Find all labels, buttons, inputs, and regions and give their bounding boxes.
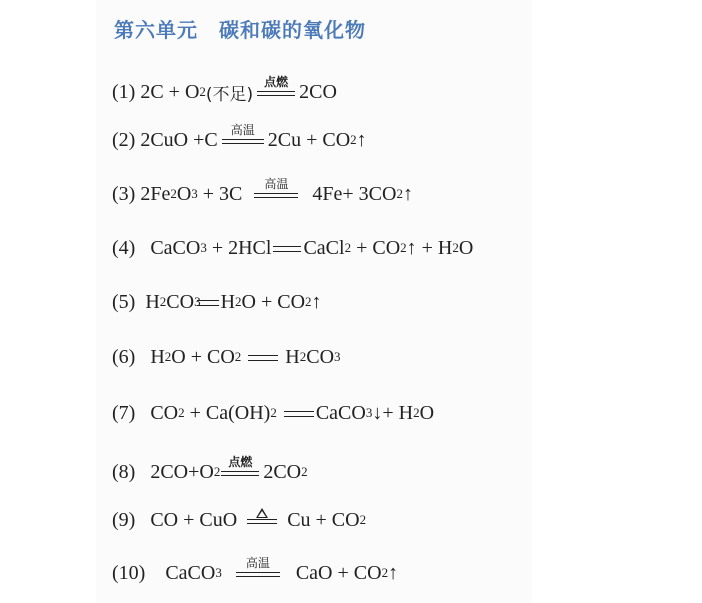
equation-number: (6) [112, 345, 136, 368]
equation-9: (9) CO + CuO Cu + CO 2 [112, 505, 366, 535]
heat-triangle-icon [256, 508, 268, 518]
equation-number: (1) [112, 80, 136, 103]
equation-6: (6) H 2 O + CO 2 H 2 CO 3 [112, 345, 341, 368]
equation-3: (3) 2Fe 2 O 3 + 3C 高温 4Fe+ 3CO 2 ↑ [112, 177, 413, 205]
equation-number: (10) [112, 561, 146, 584]
equation-2: (2) 2CuO +C 高温 2Cu + CO 2 ↑ [112, 123, 367, 151]
equation-number: (2) [112, 128, 136, 151]
equation-4: (4) CaCO 3 + 2HCl CaCl 2 + CO 2 ↑ + H 2 O [112, 236, 474, 259]
reaction-condition: 高温 [254, 178, 298, 198]
reaction-condition: 高温 [236, 557, 280, 577]
reaction-condition: 点燃 [257, 76, 295, 96]
equation-number: (5) [112, 290, 136, 313]
equation-10: (10) CaCO 3 高温 CaO + CO 2 ↑ [112, 556, 399, 584]
equation-number: (8) [112, 460, 136, 483]
reaction-condition: 点燃 [221, 456, 259, 476]
equation-7: (7) CO 2 + Ca(OH) 2 CaCO 3 ↓+ H 2 O [112, 401, 435, 424]
equation-5: (5) H 2 CO 3 H 2 O + CO 2 ↑ [112, 290, 322, 313]
equation-1: (1) 2C + O 2 (不足) 点燃 2CO [112, 75, 337, 105]
heat-condition [247, 504, 277, 524]
equation-number: (4) [112, 236, 136, 259]
reaction-condition: 高温 [222, 124, 264, 144]
equation-8: (8) 2CO+O 2 点燃 2CO 2 [112, 455, 308, 483]
equation-number: (3) [112, 182, 136, 205]
page-title: 第六单元 碳和碳的氧化物 [114, 18, 366, 42]
equation-number: (7) [112, 401, 136, 424]
equation-number: (9) [112, 508, 136, 531]
